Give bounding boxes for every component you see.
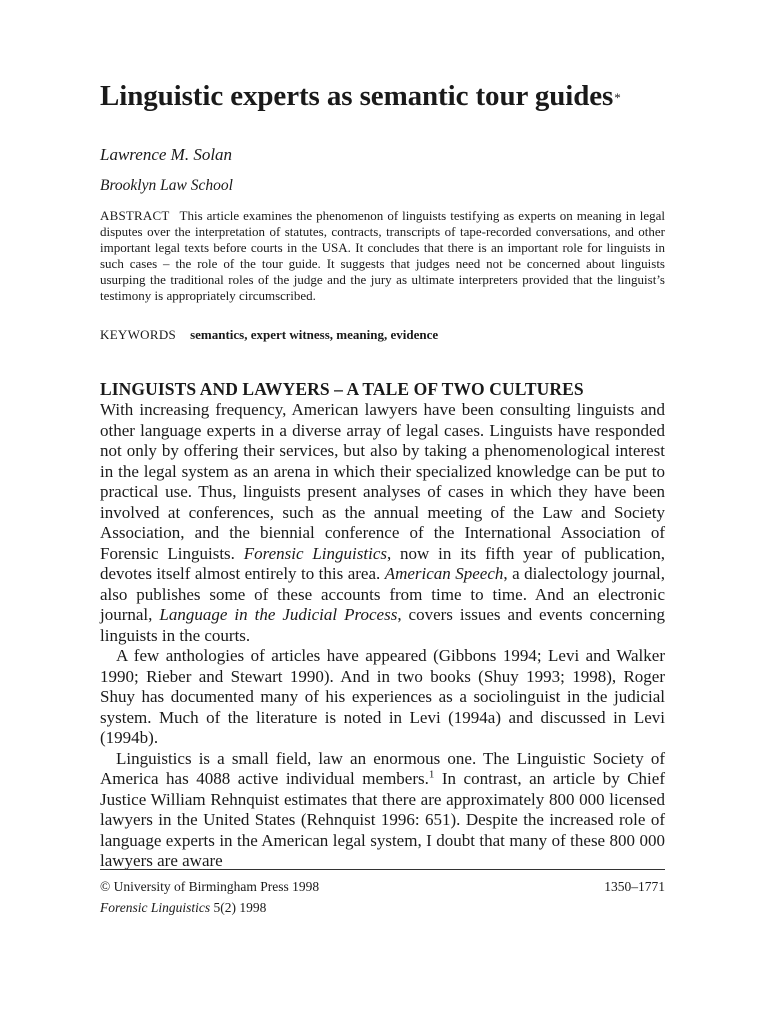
journal-issue: 5(2) 1998 [210, 900, 267, 915]
body-text [100, 400, 665, 872]
author-name: Lawrence M. Solan [100, 145, 233, 164]
footnote-marker[interactable]: 1 [428, 768, 435, 781]
abstract [100, 208, 665, 303]
keywords-label: KEYWORDS [100, 327, 177, 342]
journal-title-american-speech: American Speech [384, 564, 504, 583]
footer-row-journal [100, 899, 665, 917]
paragraph-3-text-a: Linguistics is a small field, law an enormous one. The Linguistic Society of America has 4088 active individual members. [100, 748, 665, 788]
issn: 1350–1771 [604, 879, 665, 894]
journal-title-language-judicial-process: Language in the Judicial Process [159, 605, 398, 624]
paragraph-1 [100, 400, 665, 646]
article-title [100, 78, 665, 114]
keywords-list: semantics, expert witness, meaning, evidence [190, 327, 439, 342]
footer-row-copyright [100, 878, 665, 896]
paragraph-1-text-c: , a dialectology journal, also publishes some of these accounts from time to time. And an electronic journal, [100, 564, 665, 624]
paragraph-2: A few anthologies of articles have appeared (Gibbons 1994; Levi and Walker 1990; Rieber and Stewart 1990). And in two books (Shuy 1993; 1998), Roger Shuy has documented many of his experiences as a sociolinguist in the judicial system. Much of the literature is noted in Levi (1994a) and discussed in Levi (1994b). [100, 646, 665, 747]
abstract-label: ABSTRACT [100, 208, 170, 223]
paragraph-1-text-a: With increasing frequency, American lawyers have been consulting linguists and other language experts in a diverse array of legal cases. Linguists have responded not only by offering their services, but also by taking a phenomenological interest in the legal system as an arena in which their specialized knowledge can be put to practical use. Thus, linguists present analyses of cases in which they have been involved at conferences, such as the annual meeting of the Law and Society Association, and the biennial conference of the International Association of Forensic Linguists. [100, 400, 665, 563]
paragraph-3-text-b: In contrast, an article by Chief Justice William Rehnquist estimates that there are approximately 800 000 licensed lawyers in the United States (Rehnquist 1996: 651). Despite the increased role of language experts in the American legal system, I doubt that many of these 800 000 lawyers are aware [100, 769, 665, 870]
paragraph-3 [100, 749, 665, 872]
section-heading: LINGUISTS AND LAWYERS – A TALE OF TWO CULTURES [100, 379, 584, 399]
journal-title-forensic-linguistics: Forensic Linguistics [243, 543, 387, 563]
journal-name: Forensic Linguistics [100, 900, 211, 915]
keywords [100, 327, 665, 343]
footer-divider [100, 869, 665, 870]
copyright-notice: © University of Birmingham Press 1998 [100, 879, 320, 894]
author-affiliation: Brooklyn Law School [100, 177, 233, 194]
paragraph-1-text-d: , covers issues and events concerning linguists in the courts. [100, 605, 665, 645]
title-text: Linguistic experts as semantic tour guides [100, 80, 614, 112]
title-footnote-marker: * [614, 90, 621, 105]
abstract-text: This article examines the phenomenon of linguists testifying as experts on meaning in legal disputes over the interpretation of statutes, contracts, transcripts of tape-recorded conversations, and other important legal texts before courts in the USA. It concludes that there is an important role for linguists in such cases – the role of the tour guide. It suggests that judges need not be concerned about linguists usurping the traditional roles of the judge and the jury as ultimate interpreters provided that the linguist’s testimony is appropriately circumscribed. [100, 208, 665, 303]
paragraph-1-text-b: , now in its fifth year of publication, devotes itself almost entirely to this area. [100, 543, 665, 583]
